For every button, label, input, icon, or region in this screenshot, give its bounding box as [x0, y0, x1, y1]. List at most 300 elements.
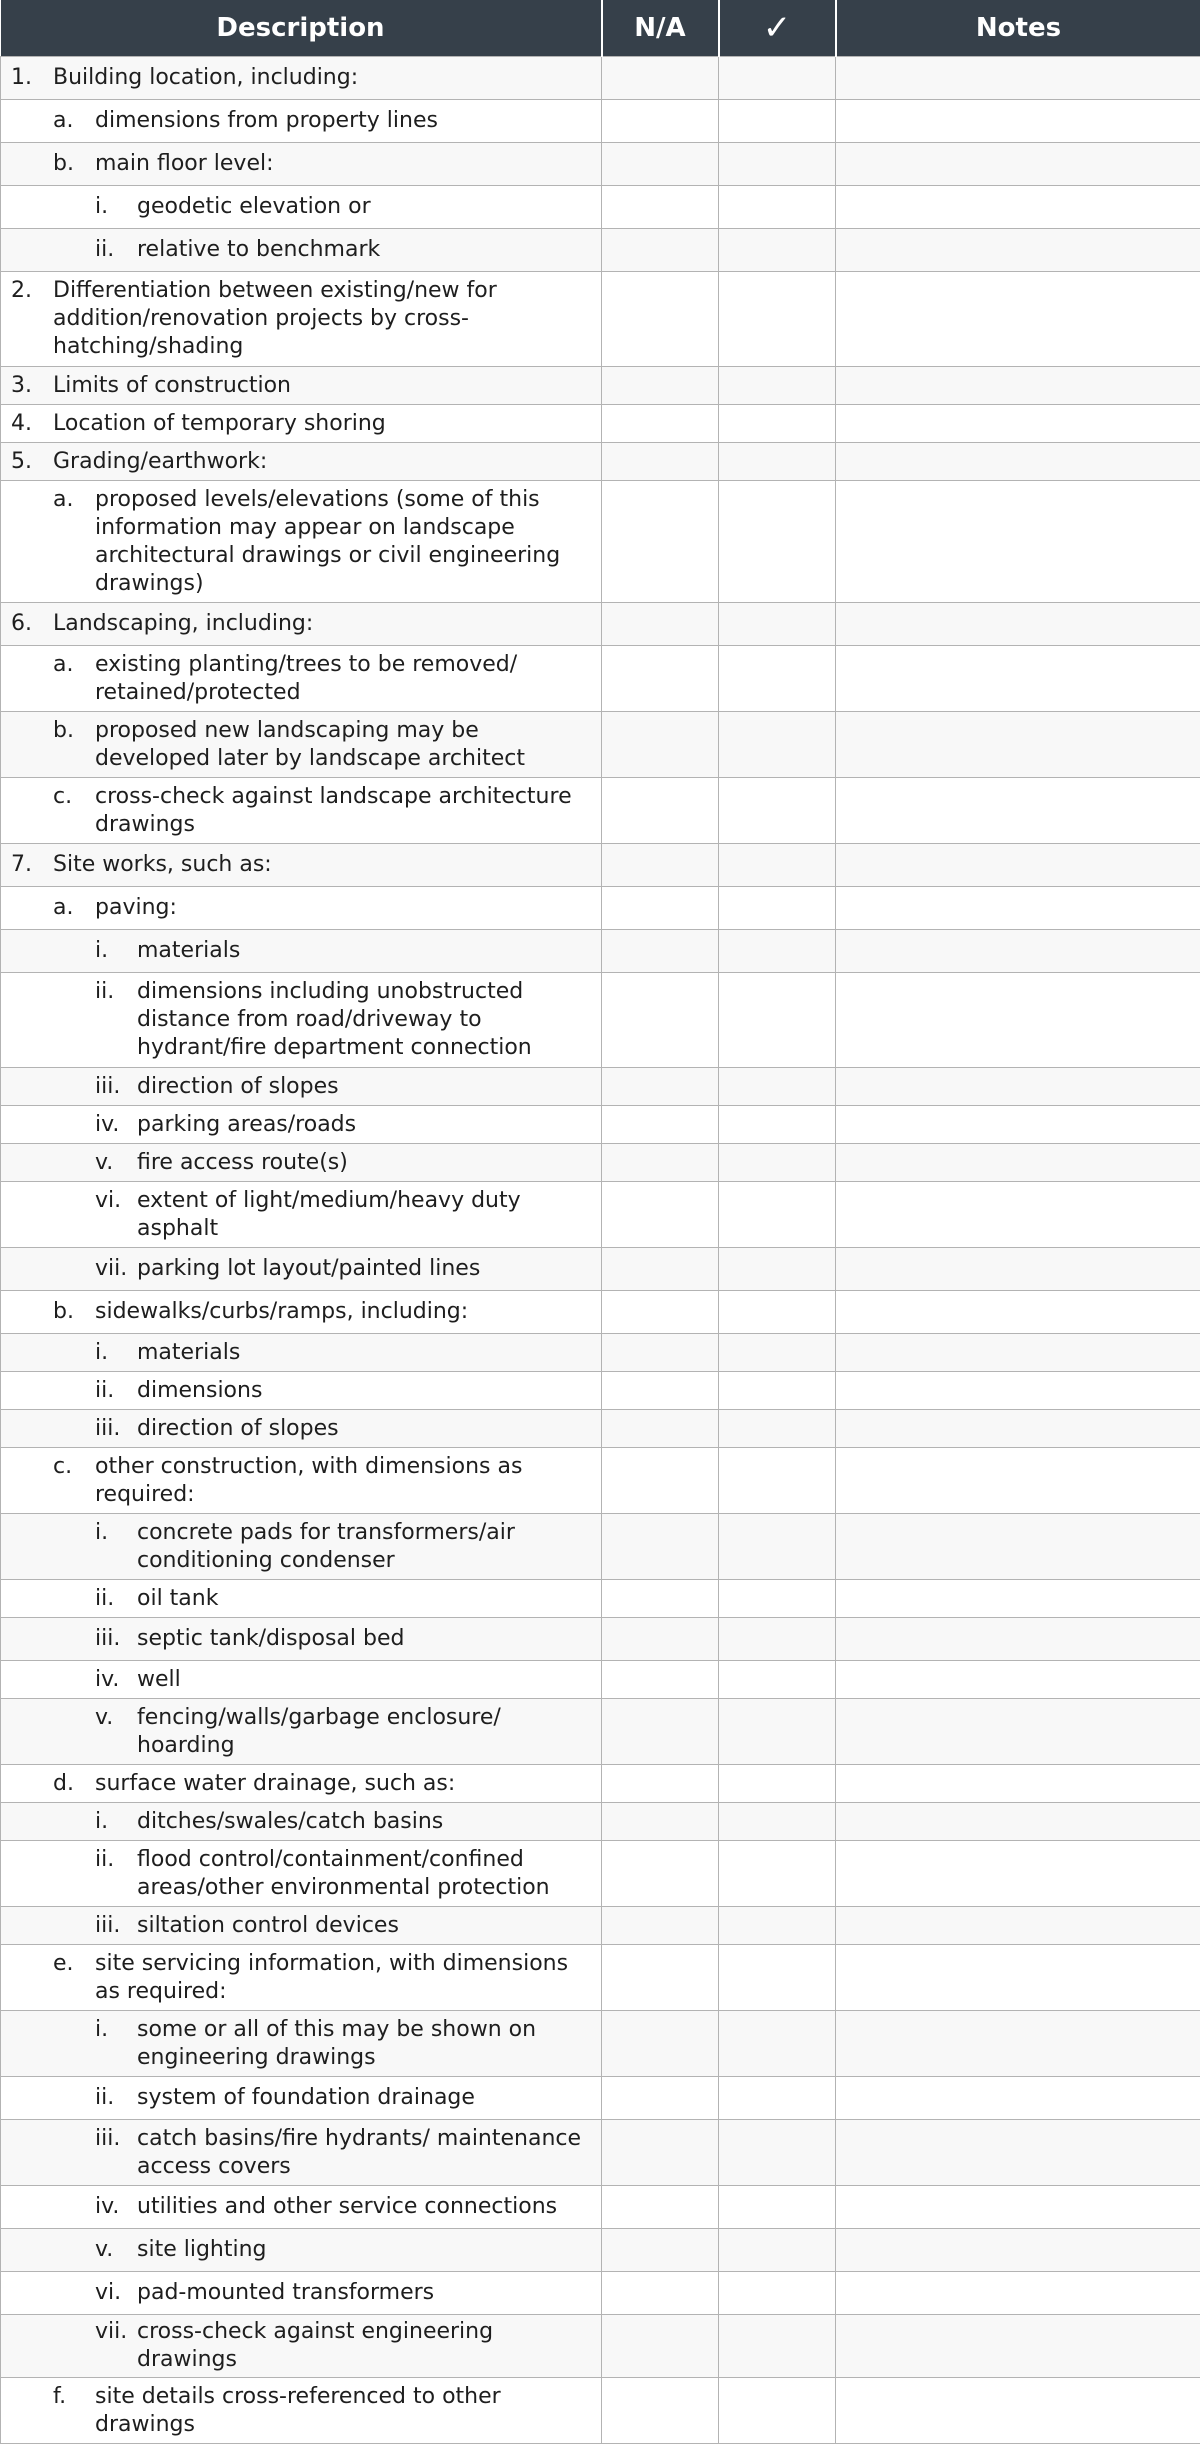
item-marker: b.	[53, 717, 95, 745]
notes-cell[interactable]	[836, 1907, 1200, 1945]
description-cell	[1, 100, 602, 143]
check-cell[interactable]	[719, 2229, 836, 2272]
description-cell	[1, 2077, 602, 2120]
description-cell	[1, 143, 602, 186]
checklist-item	[1, 236, 593, 264]
checklist-item	[1, 1415, 593, 1443]
item-marker: i.	[95, 937, 137, 965]
notes-cell[interactable]	[836, 930, 1200, 973]
description-cell	[1, 1514, 602, 1580]
item-text: Building location, including:	[53, 64, 593, 92]
description-cell	[1, 1182, 602, 1248]
table-row	[1, 443, 1200, 481]
check-cell[interactable]	[719, 367, 836, 405]
item-text: materials	[137, 1339, 593, 1367]
checklist-item	[1, 2193, 593, 2221]
table-row	[1, 1291, 1200, 1334]
item-marker: iv.	[95, 2193, 137, 2221]
table-row	[1, 712, 1200, 778]
table-row	[1, 229, 1200, 272]
description-cell	[1, 481, 602, 603]
table-row	[1, 1514, 1200, 1580]
item-marker: 6.	[11, 610, 53, 638]
check-cell[interactable]	[719, 1580, 836, 1618]
description-cell	[1, 1618, 602, 1661]
item-text: Limits of construction	[53, 372, 593, 400]
item-marker: i.	[95, 1808, 137, 1836]
na-cell[interactable]	[602, 143, 719, 186]
description-cell	[1, 1841, 602, 1907]
check-cell[interactable]	[719, 1618, 836, 1661]
check-cell[interactable]	[719, 1699, 836, 1765]
check-cell[interactable]	[719, 1068, 836, 1106]
notes-cell[interactable]	[836, 229, 1200, 272]
check-cell[interactable]	[719, 1945, 836, 2011]
checklist-item	[1, 2125, 593, 2181]
na-cell[interactable]	[602, 1248, 719, 1291]
checklist-item	[1, 610, 593, 638]
item-marker: vii.	[95, 1255, 137, 1283]
notes-cell[interactable]	[836, 844, 1200, 887]
item-marker: 1.	[11, 64, 53, 92]
item-marker: iii.	[95, 1415, 137, 1443]
check-cell[interactable]	[719, 2378, 836, 2444]
checklist-item	[1, 1846, 593, 1902]
table-row	[1, 1661, 1200, 1699]
description-cell	[1, 887, 602, 930]
notes-cell[interactable]	[836, 2315, 1200, 2378]
notes-cell[interactable]	[836, 100, 1200, 143]
item-text: dimensions from property lines	[95, 107, 593, 135]
table-row	[1, 1334, 1200, 1372]
item-text: flood control/containment/confined areas/other environmental protection	[137, 1846, 593, 1902]
description-cell	[1, 1699, 602, 1765]
check-cell[interactable]	[719, 57, 836, 100]
check-cell[interactable]	[719, 1144, 836, 1182]
description-cell	[1, 844, 602, 887]
notes-cell[interactable]	[836, 143, 1200, 186]
na-cell[interactable]	[602, 367, 719, 405]
na-cell[interactable]	[602, 2272, 719, 2315]
check-cell[interactable]	[719, 1803, 836, 1841]
check-cell[interactable]	[719, 1182, 836, 1248]
description-cell	[1, 2272, 602, 2315]
item-marker: a.	[53, 486, 95, 514]
notes-cell[interactable]	[836, 2011, 1200, 2077]
na-cell[interactable]	[602, 186, 719, 229]
notes-cell[interactable]	[836, 1248, 1200, 1291]
na-cell[interactable]	[602, 1580, 719, 1618]
description-cell	[1, 930, 602, 973]
checklist-item	[1, 783, 593, 839]
notes-cell[interactable]	[836, 887, 1200, 930]
na-cell[interactable]	[602, 2011, 719, 2077]
na-cell[interactable]	[602, 603, 719, 646]
checkmark-icon: ✓	[763, 8, 792, 48]
table-row	[1, 844, 1200, 887]
table-row	[1, 272, 1200, 367]
na-cell[interactable]	[602, 481, 719, 603]
na-cell[interactable]	[602, 1144, 719, 1182]
check-cell[interactable]	[719, 2315, 836, 2378]
item-text: ditches/swales/catch basins	[137, 1808, 593, 1836]
item-text: dimensions including unobstructed distance from road/driveway to hydrant/fire department connection	[137, 978, 593, 1062]
check-cell[interactable]	[719, 844, 836, 887]
description-cell	[1, 1372, 602, 1410]
na-cell[interactable]	[602, 2186, 719, 2229]
item-text: site lighting	[137, 2236, 593, 2264]
item-text: cross-check against landscape architecture drawings	[95, 783, 593, 839]
notes-cell[interactable]	[836, 1580, 1200, 1618]
notes-cell[interactable]	[836, 1410, 1200, 1448]
na-cell[interactable]	[602, 2229, 719, 2272]
na-cell[interactable]	[602, 1841, 719, 1907]
check-cell[interactable]	[719, 1448, 836, 1514]
check-cell[interactable]	[719, 2077, 836, 2120]
table-row	[1, 603, 1200, 646]
table-row	[1, 1144, 1200, 1182]
notes-cell[interactable]	[836, 1765, 1200, 1803]
notes-cell[interactable]	[836, 1106, 1200, 1144]
table-row	[1, 1580, 1200, 1618]
check-cell[interactable]	[719, 443, 836, 481]
notes-cell[interactable]	[836, 2186, 1200, 2229]
na-cell[interactable]	[602, 1068, 719, 1106]
notes-cell[interactable]	[836, 272, 1200, 367]
item-marker: vii.	[95, 2318, 137, 2346]
na-cell[interactable]	[602, 1661, 719, 1699]
item-text: Site works, such as:	[53, 851, 593, 879]
description-cell	[1, 973, 602, 1068]
notes-cell[interactable]	[836, 57, 1200, 100]
na-cell[interactable]	[602, 1291, 719, 1334]
na-cell[interactable]	[602, 712, 719, 778]
notes-cell[interactable]	[836, 1182, 1200, 1248]
item-marker: b.	[53, 1298, 95, 1326]
header-notes: Notes	[836, 0, 1200, 57]
table-row	[1, 1372, 1200, 1410]
checklist-item	[1, 1149, 593, 1177]
item-text: Landscaping, including:	[53, 610, 593, 638]
item-marker: ii.	[95, 1585, 137, 1613]
item-text: proposed new landscaping may be developed later by landscape architect	[95, 717, 593, 773]
item-marker: c.	[53, 783, 95, 811]
na-cell[interactable]	[602, 1448, 719, 1514]
na-cell[interactable]	[602, 1182, 719, 1248]
description-cell	[1, 2315, 602, 2378]
na-cell[interactable]	[602, 1699, 719, 1765]
check-cell[interactable]	[719, 1661, 836, 1699]
notes-cell[interactable]	[836, 603, 1200, 646]
item-text: direction of slopes	[137, 1415, 593, 1443]
na-cell[interactable]	[602, 1514, 719, 1580]
notes-cell[interactable]	[836, 778, 1200, 844]
item-text: oil tank	[137, 1585, 593, 1613]
description-cell	[1, 57, 602, 100]
notes-cell[interactable]	[836, 646, 1200, 712]
check-cell[interactable]	[719, 186, 836, 229]
na-cell[interactable]	[602, 272, 719, 367]
item-text: materials	[137, 937, 593, 965]
item-marker: i.	[95, 2016, 137, 2044]
na-cell[interactable]	[602, 1334, 719, 1372]
item-marker: e.	[53, 1950, 95, 1978]
check-cell[interactable]	[719, 1372, 836, 1410]
item-marker: 2.	[11, 277, 53, 305]
checklist-item	[1, 1770, 593, 1798]
item-text: Grading/earthwork:	[53, 448, 593, 476]
description-cell	[1, 1248, 602, 1291]
check-cell[interactable]	[719, 1106, 836, 1144]
item-marker: 3.	[11, 372, 53, 400]
na-cell[interactable]	[602, 229, 719, 272]
na-cell[interactable]	[602, 2315, 719, 2378]
description-cell	[1, 1144, 602, 1182]
table-row	[1, 481, 1200, 603]
notes-cell[interactable]	[836, 1618, 1200, 1661]
table-row	[1, 367, 1200, 405]
notes-cell[interactable]	[836, 2120, 1200, 2186]
table-row	[1, 2077, 1200, 2120]
notes-cell[interactable]	[836, 1803, 1200, 1841]
check-cell[interactable]	[719, 229, 836, 272]
notes-cell[interactable]	[836, 481, 1200, 603]
check-cell[interactable]	[719, 2272, 836, 2315]
na-cell[interactable]	[602, 100, 719, 143]
item-marker: vi.	[95, 2279, 137, 2307]
item-text: Location of temporary shoring	[53, 410, 593, 438]
checklist-item	[1, 651, 593, 707]
check-cell[interactable]	[719, 2011, 836, 2077]
table-row	[1, 1248, 1200, 1291]
na-cell[interactable]	[602, 930, 719, 973]
check-cell[interactable]	[719, 405, 836, 443]
check-cell[interactable]	[719, 1410, 836, 1448]
notes-cell[interactable]	[836, 1372, 1200, 1410]
header-row	[1, 0, 1200, 57]
item-marker: i.	[95, 1339, 137, 1367]
item-text: fencing/walls/garbage enclosure/ hoarding	[137, 1704, 593, 1760]
check-cell[interactable]	[719, 143, 836, 186]
na-cell[interactable]	[602, 1618, 719, 1661]
item-text: geodetic elevation or	[137, 193, 593, 221]
check-cell[interactable]	[719, 712, 836, 778]
na-cell[interactable]	[602, 2378, 719, 2444]
item-marker: iii.	[95, 1073, 137, 1101]
description-cell	[1, 272, 602, 367]
check-cell[interactable]	[719, 1248, 836, 1291]
na-cell[interactable]	[602, 405, 719, 443]
notes-cell[interactable]	[836, 1945, 1200, 2011]
notes-cell[interactable]	[836, 1448, 1200, 1514]
notes-cell[interactable]	[836, 2378, 1200, 2444]
checklist-item	[1, 1255, 593, 1283]
item-marker: i.	[95, 1519, 137, 1547]
checklist-item	[1, 717, 593, 773]
notes-cell[interactable]	[836, 367, 1200, 405]
checklist-item	[1, 2318, 593, 2374]
notes-cell[interactable]	[836, 1661, 1200, 1699]
item-text: parking areas/roads	[137, 1111, 593, 1139]
item-marker: ii.	[95, 1846, 137, 1874]
table-row	[1, 1907, 1200, 1945]
table-row	[1, 1765, 1200, 1803]
item-marker: f.	[53, 2383, 95, 2411]
notes-cell[interactable]	[836, 2272, 1200, 2315]
checklist-item	[1, 1111, 593, 1139]
item-text: extent of light/medium/heavy duty asphalt	[137, 1187, 593, 1243]
description-cell	[1, 2186, 602, 2229]
na-cell[interactable]	[602, 1410, 719, 1448]
table-row	[1, 1699, 1200, 1765]
notes-cell[interactable]	[836, 405, 1200, 443]
checklist-item	[1, 1585, 593, 1613]
na-cell[interactable]	[602, 1945, 719, 2011]
checklist-item	[1, 1073, 593, 1101]
item-marker: iii.	[95, 2125, 137, 2153]
na-cell[interactable]	[602, 844, 719, 887]
item-text: pad-mounted transformers	[137, 2279, 593, 2307]
notes-cell[interactable]	[836, 1144, 1200, 1182]
na-cell[interactable]	[602, 1803, 719, 1841]
item-marker: b.	[53, 150, 95, 178]
description-cell	[1, 646, 602, 712]
checklist-item	[1, 2279, 593, 2307]
notes-cell[interactable]	[836, 443, 1200, 481]
description-cell	[1, 2378, 602, 2444]
header-description: Description	[1, 0, 602, 57]
notes-cell[interactable]	[836, 712, 1200, 778]
notes-cell[interactable]	[836, 1291, 1200, 1334]
na-cell[interactable]	[602, 1372, 719, 1410]
item-text: site servicing information, with dimensions as required:	[95, 1950, 593, 2006]
check-cell[interactable]	[719, 481, 836, 603]
table-row	[1, 1841, 1200, 1907]
table-row	[1, 930, 1200, 973]
item-text: direction of slopes	[137, 1073, 593, 1101]
na-cell[interactable]	[602, 973, 719, 1068]
check-cell[interactable]	[719, 2120, 836, 2186]
table-row	[1, 1106, 1200, 1144]
na-cell[interactable]	[602, 646, 719, 712]
notes-cell[interactable]	[836, 2077, 1200, 2120]
na-cell[interactable]	[602, 1765, 719, 1803]
table-row	[1, 100, 1200, 143]
description-cell	[1, 778, 602, 844]
check-cell[interactable]	[719, 930, 836, 973]
checklist-item	[1, 978, 593, 1062]
notes-cell[interactable]	[836, 2229, 1200, 2272]
checklist-item	[1, 1298, 593, 1326]
check-cell[interactable]	[719, 1841, 836, 1907]
na-cell[interactable]	[602, 778, 719, 844]
item-text: concrete pads for transformers/air conditioning condenser	[137, 1519, 593, 1575]
notes-cell[interactable]	[836, 1699, 1200, 1765]
item-marker: v.	[95, 1704, 137, 1732]
item-marker: d.	[53, 1770, 95, 1798]
table-row	[1, 143, 1200, 186]
na-cell[interactable]	[602, 2077, 719, 2120]
check-cell[interactable]	[719, 1765, 836, 1803]
checklist-item	[1, 1453, 593, 1509]
table-header	[1, 0, 1200, 57]
description-cell	[1, 603, 602, 646]
item-marker: 4.	[11, 410, 53, 438]
description-cell	[1, 1291, 602, 1334]
checklist-item	[1, 372, 593, 400]
checklist-item	[1, 851, 593, 879]
na-cell[interactable]	[602, 1106, 719, 1144]
notes-cell[interactable]	[836, 186, 1200, 229]
check-cell[interactable]	[719, 973, 836, 1068]
description-cell	[1, 367, 602, 405]
table-row	[1, 1182, 1200, 1248]
check-cell[interactable]	[719, 100, 836, 143]
check-cell[interactable]	[719, 646, 836, 712]
notes-cell[interactable]	[836, 1841, 1200, 1907]
item-text: sidewalks/curbs/ramps, including:	[95, 1298, 593, 1326]
notes-cell[interactable]	[836, 973, 1200, 1068]
checklist-item	[1, 1912, 593, 1940]
table-row	[1, 1803, 1200, 1841]
table-row	[1, 646, 1200, 712]
item-marker: vi.	[95, 1187, 137, 1215]
item-text: Differentiation between existing/new for addition/renovation projects by cross-hatching/shading	[53, 277, 593, 361]
na-cell[interactable]	[602, 1907, 719, 1945]
checklist-item	[1, 1187, 593, 1243]
description-cell	[1, 2229, 602, 2272]
description-cell	[1, 1410, 602, 1448]
item-marker: ii.	[95, 2084, 137, 2112]
notes-cell[interactable]	[836, 1514, 1200, 1580]
description-cell	[1, 2011, 602, 2077]
checklist-item	[1, 1808, 593, 1836]
item-text: some or all of this may be shown on engineering drawings	[137, 2016, 593, 2072]
na-cell[interactable]	[602, 887, 719, 930]
check-cell[interactable]	[719, 778, 836, 844]
table-row	[1, 1618, 1200, 1661]
header-check	[719, 0, 836, 57]
table-row	[1, 186, 1200, 229]
check-cell[interactable]	[719, 1907, 836, 1945]
checklist-item	[1, 193, 593, 221]
check-cell[interactable]	[719, 1514, 836, 1580]
table-row	[1, 778, 1200, 844]
na-cell[interactable]	[602, 2120, 719, 2186]
item-marker: v.	[95, 2236, 137, 2264]
check-cell[interactable]	[719, 603, 836, 646]
na-cell[interactable]	[602, 443, 719, 481]
item-text: system of foundation drainage	[137, 2084, 593, 2112]
check-cell[interactable]	[719, 1291, 836, 1334]
notes-cell[interactable]	[836, 1068, 1200, 1106]
item-text: cross-check against engineering drawings	[137, 2318, 593, 2374]
table-row	[1, 1410, 1200, 1448]
header-na: N/A	[602, 0, 719, 57]
check-cell[interactable]	[719, 272, 836, 367]
notes-cell[interactable]	[836, 1334, 1200, 1372]
table-row	[1, 1448, 1200, 1514]
table-row	[1, 2229, 1200, 2272]
checklist-item	[1, 410, 593, 438]
check-cell[interactable]	[719, 2186, 836, 2229]
check-cell[interactable]	[719, 887, 836, 930]
na-cell[interactable]	[602, 57, 719, 100]
item-text: well	[137, 1666, 593, 1694]
description-cell	[1, 186, 602, 229]
item-marker: c.	[53, 1453, 95, 1481]
check-cell[interactable]	[719, 1334, 836, 1372]
